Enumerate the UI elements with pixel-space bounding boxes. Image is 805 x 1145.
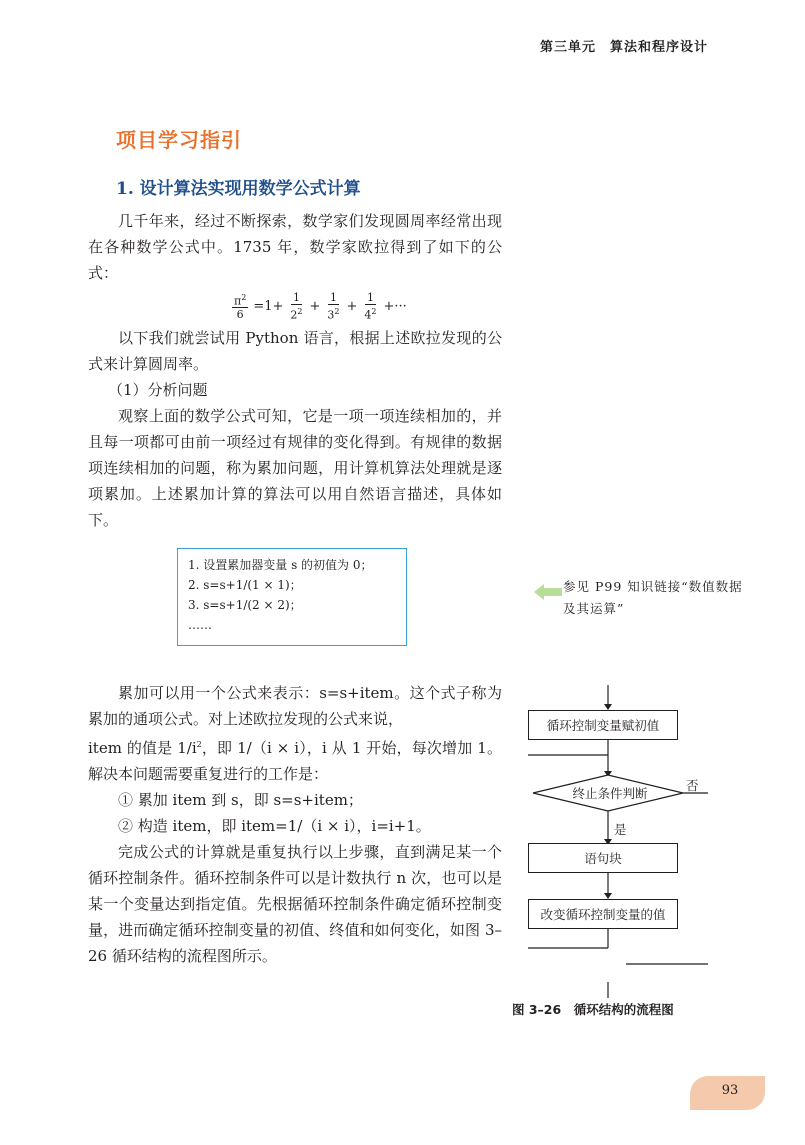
formula-term-2: $\frac{1}{3^2}$	[327, 290, 340, 322]
running-header: 第三单元 算法和程序设计	[540, 40, 709, 55]
page-number: 93	[721, 1083, 739, 1098]
formula-term-1: $\frac{1}{2^2}$	[290, 290, 303, 322]
intro-text: 几千年来，经过不断探索，数学家们发现圆周率经常出现在各种数学公式中。1735 年，数学家欧拉得到了如下的公式：	[88, 212, 502, 282]
update-box: 改变循环控制变量的值	[528, 899, 678, 929]
yes-label: 是	[614, 822, 627, 837]
section-heading: 项目学习指引	[116, 128, 242, 152]
loop-condition-text: 完成公式的计算就是重复执行以上步骤，直到满足某一个循环控制条件。循环控制条件可以是计数执行 n 次，也可以是某一个变量达到指定值。先根据循环控制条件确定循环控制变量，进而确定循环控制变量的初值、终值和如何变化，如图 3–26 循环结构的流程图所示。	[88, 843, 502, 965]
analysis-block	[88, 325, 502, 533]
work-item-2: ② 构造 item，即 item=1/（i × i），i=i+1。	[118, 817, 431, 835]
formula-pi: π	[234, 294, 242, 308]
block-box: 语句块	[528, 843, 678, 873]
step-title: （1）分析问题	[108, 381, 208, 399]
formula-plus-1: +	[309, 298, 321, 314]
accumulation-block	[88, 680, 502, 969]
formula-six: 6	[236, 308, 244, 322]
algorithm-box	[177, 548, 407, 646]
formula-pi-exp: 2	[241, 292, 247, 302]
figure-caption: 图 3–26 循环结构的流程图	[512, 1002, 674, 1017]
euler-formula	[230, 288, 410, 324]
formula-tail: +···	[383, 298, 407, 314]
no-label: 否	[686, 778, 699, 793]
intro-paragraph	[88, 208, 502, 286]
accumulation-text: 累加可以用一个公式来表示：s=s+item。这个式子称为累加的通项公式。对上述欧拉发现的公式来说，	[88, 684, 502, 728]
sub-heading: 1. 设计算法实现用数学公式计算	[116, 179, 361, 199]
formula-plus-2: +	[346, 298, 358, 314]
formula-lhs	[232, 291, 248, 322]
python-intro-text: 以下我们就尝试用 Python 语言，根据上述欧拉发现的公式来计算圆周率。	[88, 329, 502, 373]
work-item-1: ① 累加 item 到 s，即 s=s+item；	[118, 791, 363, 809]
algorithm-line: ……	[188, 618, 212, 632]
note-arrow-icon	[534, 584, 562, 600]
condition-label: 终止条件判断	[572, 786, 648, 801]
formula-eq: =1+	[253, 298, 284, 314]
algorithm-line: 2. s=s+1/(1 × 1)；	[188, 578, 302, 592]
analysis-text: 观察上面的数学公式可知，它是一项一项连续相加的，并且每一项都可由前一项经过有规律的变化得到。有规律的数据项连续相加的问题，称为累加问题，用计算机算法处理就是逐项累加。上述累加计算的算法可以用自然语言描述，具体如下。	[88, 407, 502, 529]
algorithm-line: 3. s=s+1/(2 × 2)；	[188, 598, 302, 612]
item-value-text: item 的值是 $1/i^2$，即 1/（i × i），i 从 1 开始，每次增加 1。解决本问题需要重复进行的工作是：	[88, 739, 502, 783]
knowledge-link-note: 参见 P99 知识链接“数值数据及其运算”	[563, 579, 743, 616]
init-box: 循环控制变量赋初值	[528, 710, 678, 740]
algorithm-line: 1. 设置累加器变量 s 的初值为 0；	[188, 558, 373, 572]
formula-term-3: $\frac{1}{4^2}$	[364, 290, 377, 322]
